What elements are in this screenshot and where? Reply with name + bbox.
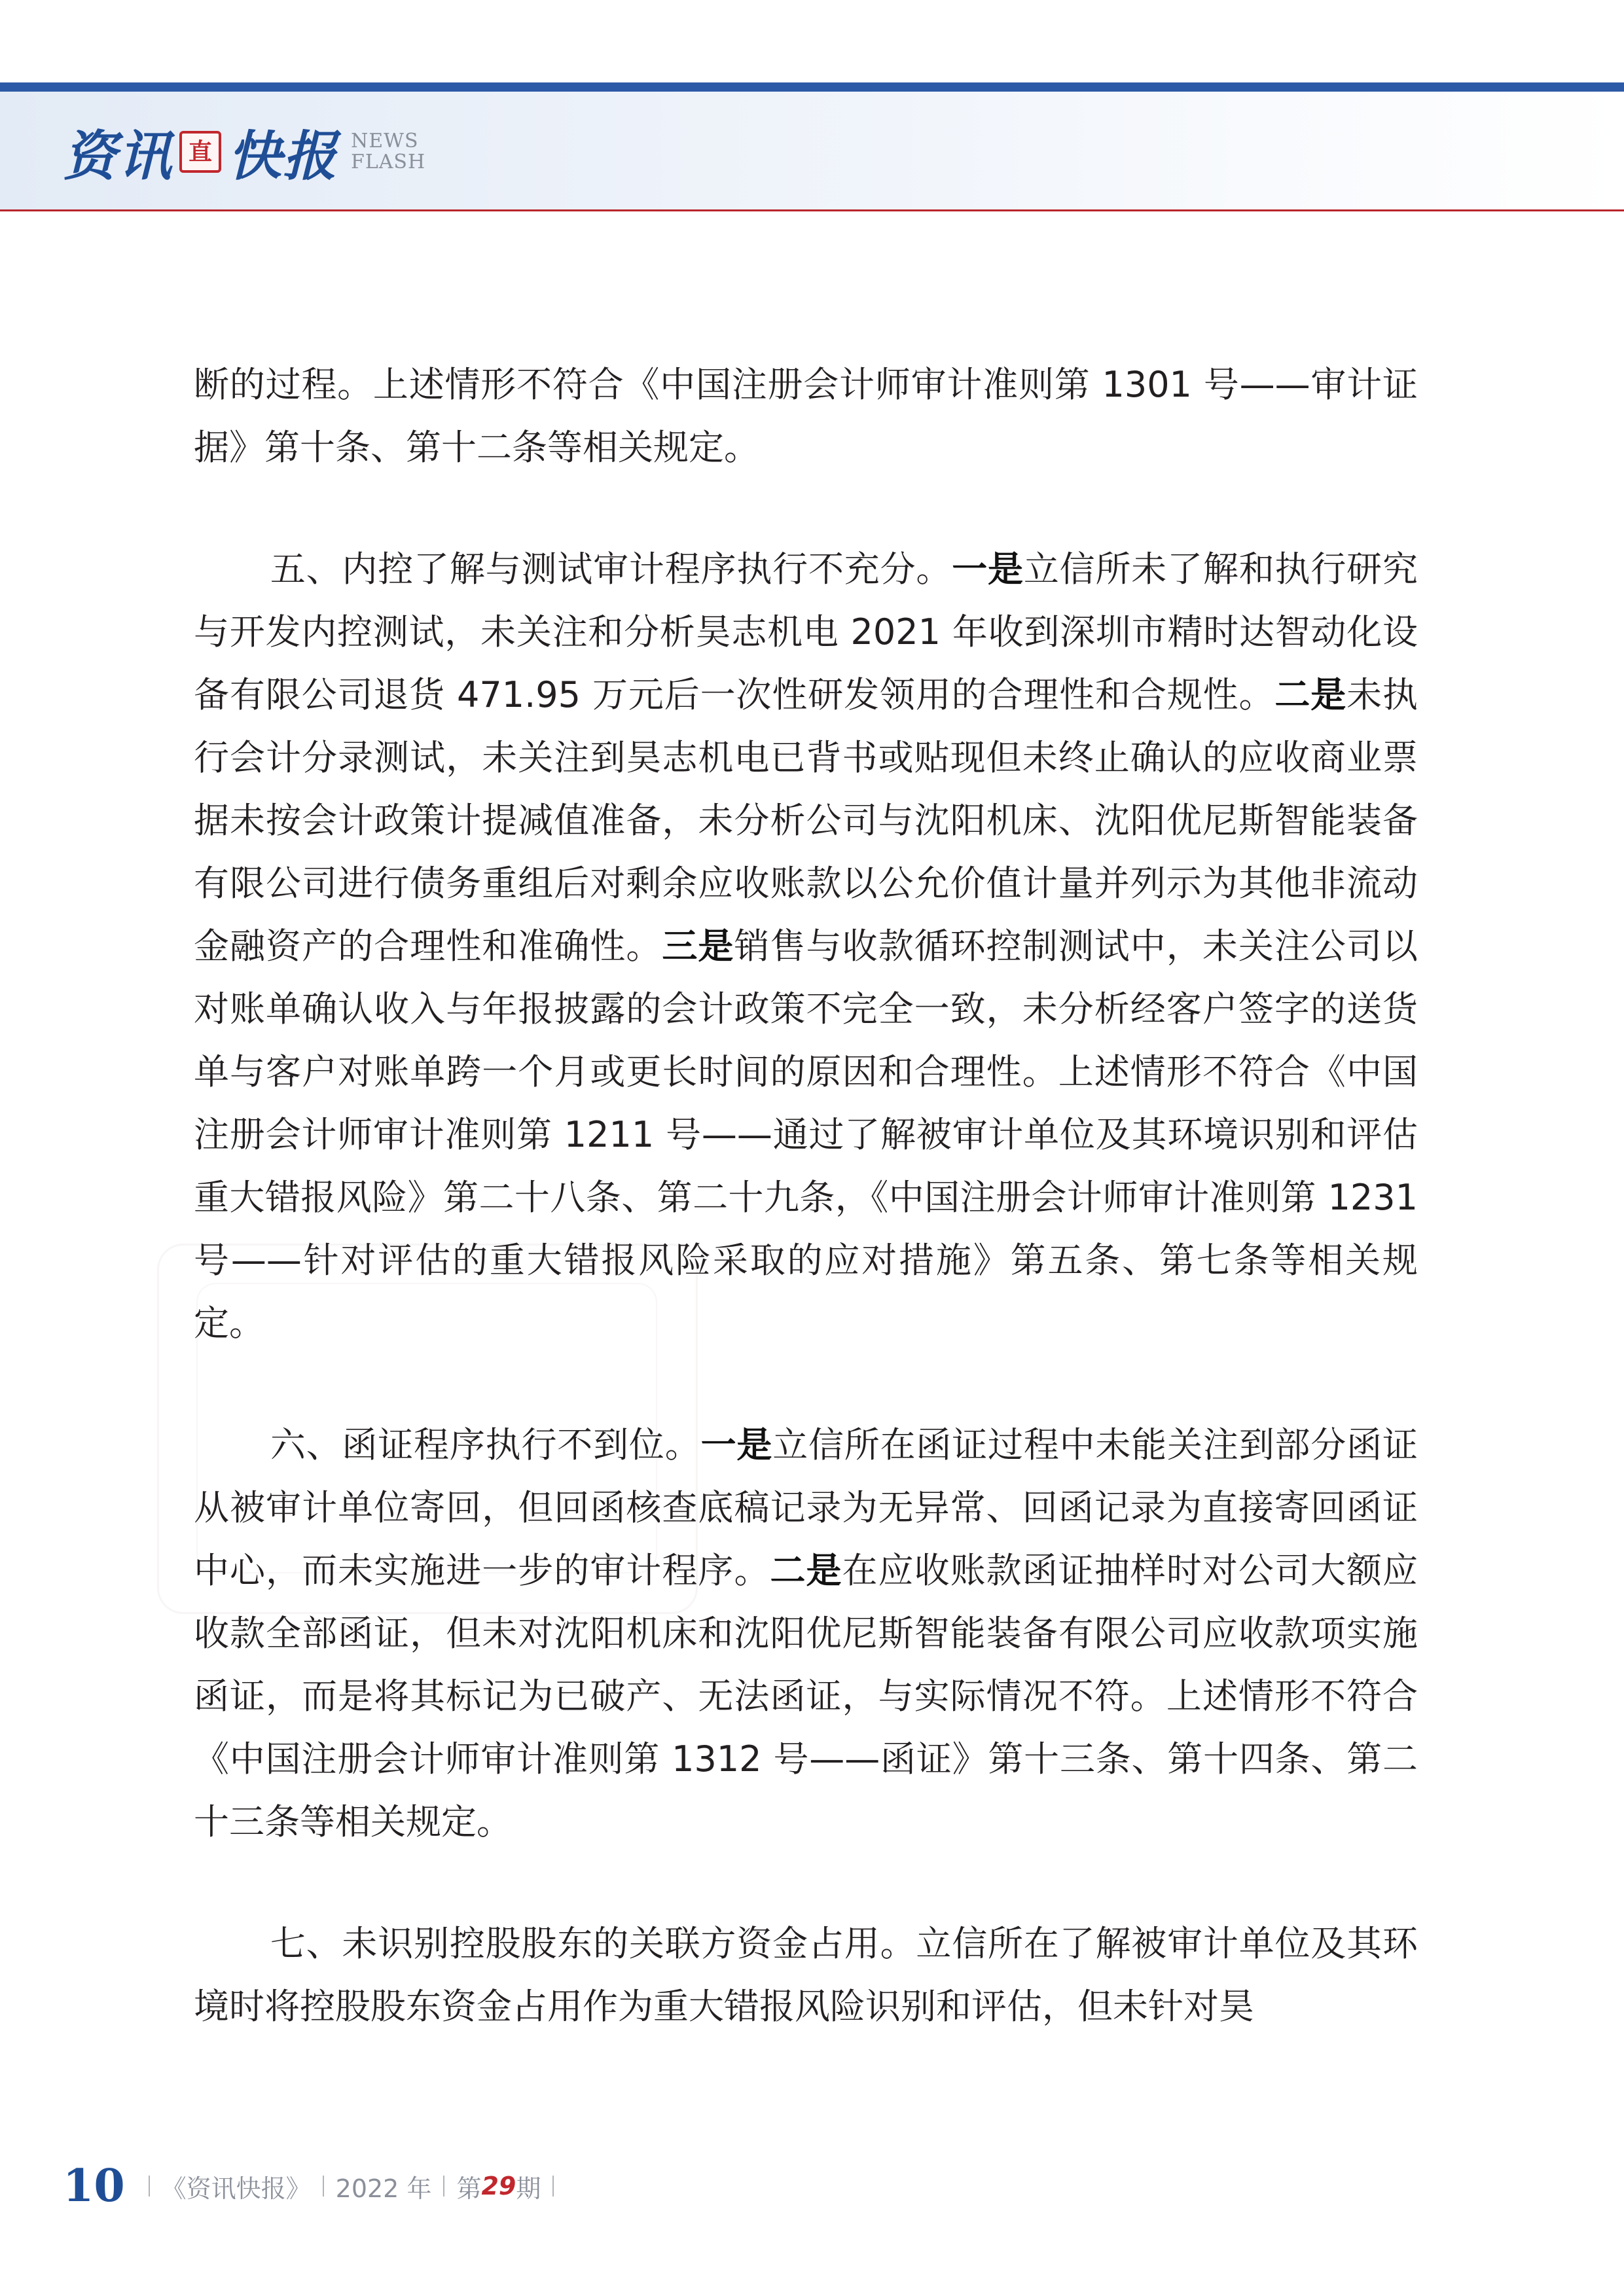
emphasis-text: 三是 [662,925,734,967]
header-red-rule [0,209,1624,211]
paragraph-text: 断的过程。上述情形不符合《中国注册会计师审计准则第 1301 号——审计证据》第十条、第十二条等相关规定。 [194,364,1418,468]
body-paragraph [194,1912,1418,2038]
emphasis-text: 二是 [1274,674,1347,715]
body-paragraph [194,538,1418,1355]
paragraph-text: 七、未识别控股股东的关联方资金占用。立信所在了解被审计单位及其环境时将控股股东资金占用作为重大错报风险识别和评估，但未针对昊 [194,1923,1418,2027]
footer-issue-prefix: 第 [456,2174,482,2203]
footer-year: 2022 年 [335,2174,432,2203]
paragraph-text: 在应收账款函证抽样时对公司大额应收款全部函证，但未对沈阳机床和沈阳优尼斯智能装备有限公司应收款项实施函证，而是将其标记为已破产、无法函证，与实际情况不符。上述情形不符合《中国注册会计师审计准则第 1312 号——函证》第十三条、第十四条、第二十三条等相关规定。 [194,1550,1418,1842]
logo-english [351,131,425,173]
footer-issue-suffix: 期 [516,2174,541,2203]
seal-glyph: 直 [188,138,212,166]
publication-logo [63,113,425,191]
paragraph-text: 立信所未了解和执行研究与开发内控测试，未关注和分析昊志机电 2021 年收到深圳市精时达智动化设备有限公司退货 471.95 万元后一次性研发领用的合理性和合规性。 [194,548,1418,715]
footer-divider [443,2176,444,2197]
footer-divider [552,2176,554,2197]
logo-english-line1: NEWS [351,130,419,152]
seal-icon [179,131,221,173]
paragraph-text: 六、函证程序执行不到位。 [270,1424,701,1465]
logo-english-line2: FLASH [351,151,426,173]
article-body [194,353,1418,2038]
paragraph-text: 五、内控了解与测试审计程序执行不充分。 [270,548,952,590]
paragraph-text: 未执行会计分录测试，未关注到昊志机电已背书或贴现但未终止确认的应收商业票据未按会计政策计提减值准备，未分析公司与沈阳机床、沈阳优尼斯智能装备有限公司进行债务重组后对剩余应收账款以公允价值计量并列示为其他非流动金融资产的合理性和准确性。 [194,674,1418,967]
body-paragraph [194,1414,1418,1854]
footer-divider [149,2176,150,2197]
footer-divider [323,2176,324,2197]
logo-word-left: 资讯 [63,124,173,188]
emphasis-text: 一是 [952,548,1024,590]
body-paragraph [194,353,1418,479]
paragraph-text: 立信所在函证过程中未能关注到部分函证从被审计单位寄回，但回函核查底稿记录为无异常、回函记录为直接寄回函证中心，而未实施进一步的审计程序。 [194,1424,1418,1591]
page-number: 10 [63,2160,125,2212]
paragraph-text: 销售与收款循环控制测试中，未关注公司以对账单确认收入与年报披露的会计政策不完全一致，未分析经客户签字的送货单与客户对账单跨一个月或更长时间的原因和合理性。上述情形不符合《中国注册会计师审计准则第 1211 号——通过了解被审计单位及其环境识别和评估重大错报风险》第二十八条、第二十九条，《中国注册会计师审计准则第 1231 号——针对评估的重大错报风险采取的应对措施》第五条、第七条等相关规定。 [194,925,1418,1344]
logo-word-right: 快报 [228,124,338,188]
emphasis-text: 一是 [700,1424,773,1465]
footer-issue-number: 29 [481,2172,516,2200]
footer-publication: 《资讯快报》 [161,2174,311,2203]
page-footer [63,2160,566,2212]
header-top-bar [0,82,1624,92]
emphasis-text: 二是 [770,1550,842,1591]
